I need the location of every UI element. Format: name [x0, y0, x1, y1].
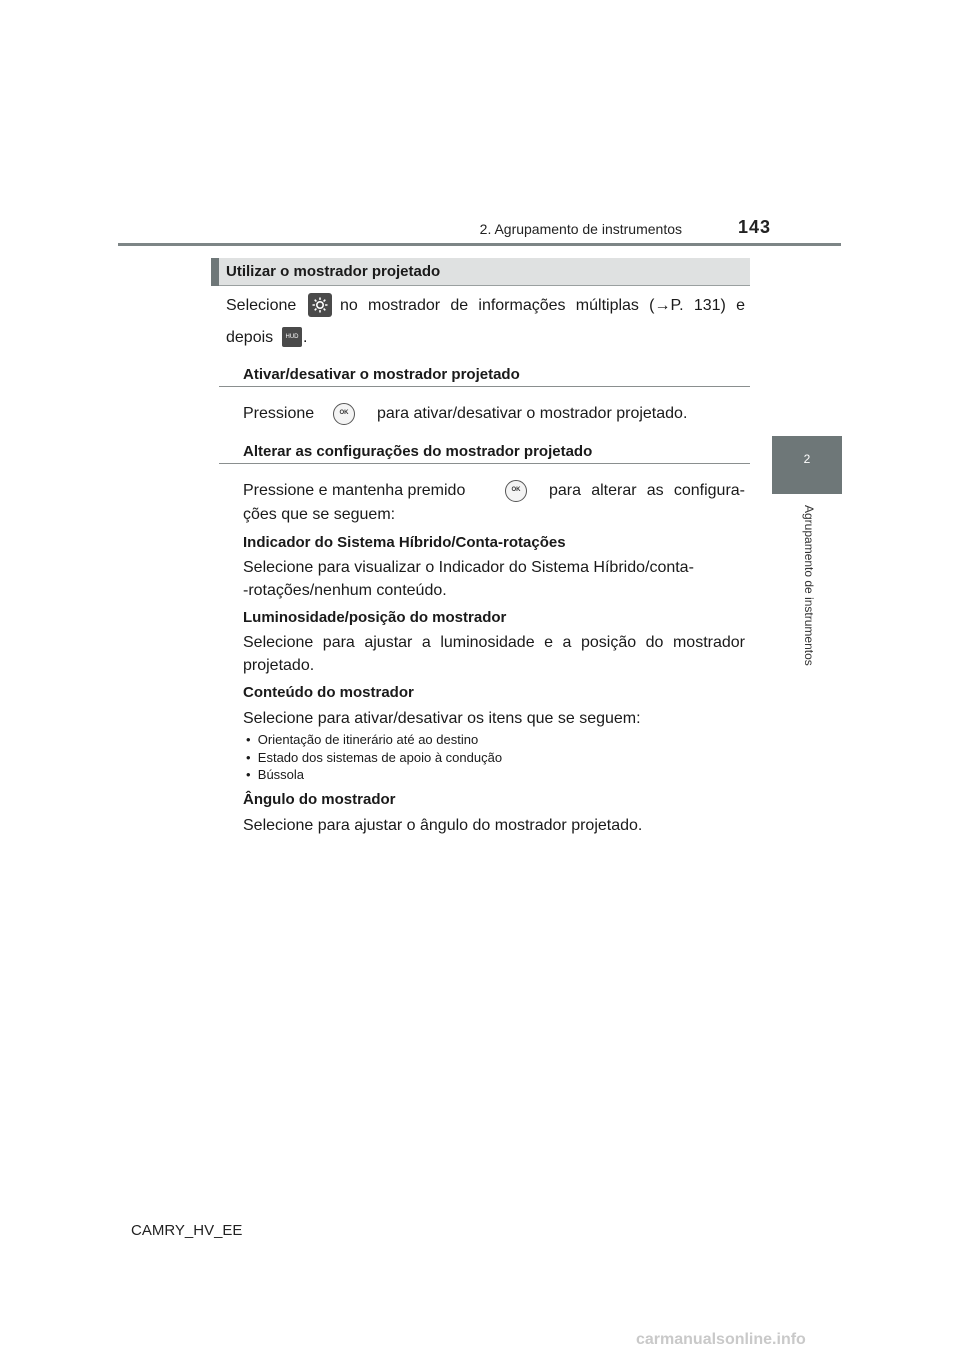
subsection-title-settings: Alterar as configurações do mostrador projetado [243, 443, 593, 460]
bullet-item: • Bússola [246, 767, 305, 782]
item-title-hybrid: Indicador do Sistema Híbrido/Conta-rotações [243, 534, 566, 551]
header-chapter-title: 2. Agrupamento de instrumentos [479, 221, 682, 237]
item-title-luminosity: Luminosidade/posição do mostrador [243, 609, 507, 626]
bullet-text: Orientação de itinerário até ao destino [257, 732, 479, 747]
subsection-title-toggle: Ativar/desativar o mostrador projetado [243, 366, 520, 383]
sub2-line1-b: para alterar as configura- [549, 482, 745, 499]
item-title-angle: Ângulo do mostrador [243, 791, 396, 808]
ok-button-icon: OK [505, 480, 527, 502]
sub2-line2: ções que se seguem: [243, 506, 396, 523]
item-angle-line1: Selecione para ajustar o ângulo do mostrador projetado. [243, 817, 643, 834]
ok-button-icon: OK [333, 403, 355, 425]
bullet-text: Estado dos sistemas de apoio à condução [257, 750, 503, 765]
subsection-rule [219, 463, 750, 464]
item-luminosity-line1: Selecione para ajustar a luminosidade e a posição do mostrador [243, 634, 745, 651]
section-heading-accent [211, 258, 219, 286]
section-title: Utilizar o mostrador projetado [226, 263, 441, 280]
bullet-item: • Estado dos sistemas de apoio à condução [246, 750, 503, 765]
sub1-pressione: Pressione [243, 405, 315, 422]
bullet-text: Bússola [257, 767, 305, 782]
footer-model-code: CAMRY_HV_EE [131, 1222, 243, 1239]
item-hybrid-line1: Selecione para visualizar o Indicador do Sistema Híbrido/conta- [243, 559, 694, 576]
bullet-item: • Orientação de itinerário até ao destino [246, 732, 479, 747]
subsection-rule [219, 386, 750, 387]
intro-depois: depois [226, 329, 274, 346]
item-title-content: Conteúdo do mostrador [243, 684, 414, 701]
sub2-line1-a: Pressione e mantenha premido [243, 482, 466, 499]
intro-period: . [303, 329, 308, 346]
settings-gear-icon [308, 293, 332, 317]
intro-rest: no mostrador de informações múltiplas (→P. 131) e [340, 297, 745, 314]
chapter-tab-label: Agrupamento de instrumentos [802, 505, 816, 666]
sub1-rest: para ativar/desativar o mostrador projetado. [377, 405, 688, 422]
chapter-tab-number: 2 [803, 452, 811, 466]
item-luminosity-line2: projetado. [243, 657, 315, 674]
page-number: 143 [738, 217, 772, 237]
intro-selecione: Selecione [226, 297, 297, 314]
item-content-line1: Selecione para ativar/desativar os itens que se seguem: [243, 710, 641, 727]
watermark: carmanualsonline.info [636, 1331, 806, 1348]
header-rule [118, 243, 841, 246]
hud-icon: HUD [282, 327, 302, 347]
item-hybrid-line2: -rotações/nenhum conteúdo. [243, 582, 447, 599]
